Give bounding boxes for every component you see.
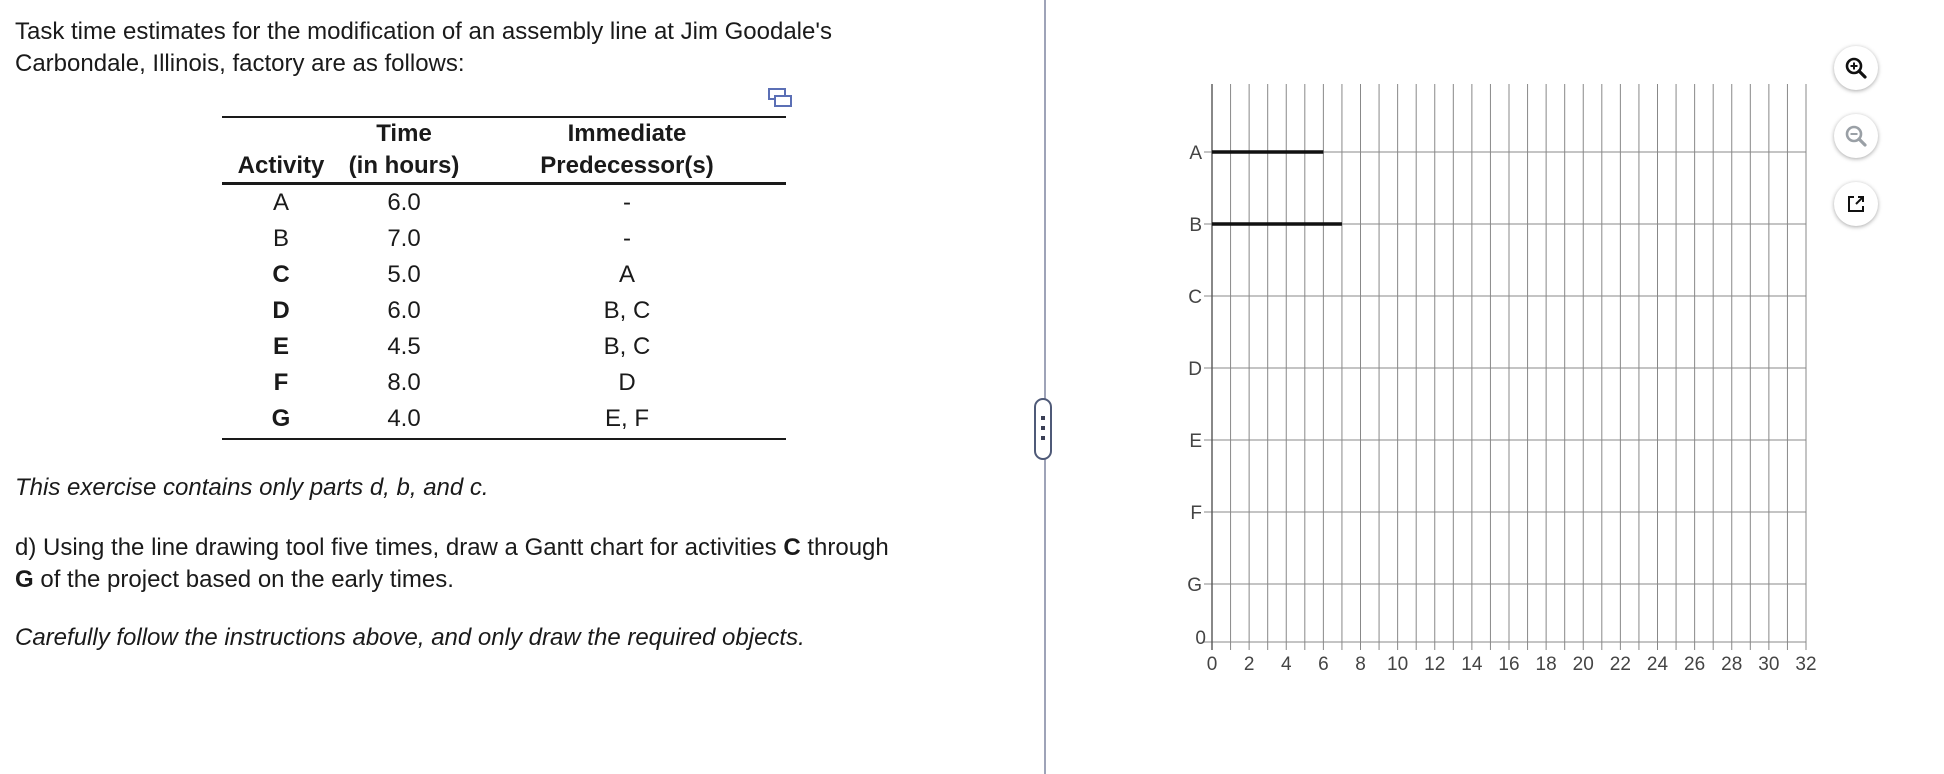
predecessor-cell: A (618, 261, 635, 288)
activity-cell: B (272, 225, 289, 252)
time-cell: 8.0 (387, 369, 421, 396)
gantt-x-tick-label: 6 (1318, 654, 1329, 675)
time-header-line1: Time (340, 117, 468, 150)
activity-cell: E (272, 333, 289, 360)
predecessor-cell: D (618, 369, 636, 396)
gantt-x-tick-label: 32 (1795, 654, 1817, 675)
activity-cell: F (273, 369, 289, 396)
gantt-x-tick-label: 16 (1498, 654, 1520, 675)
table-row (222, 184, 786, 222)
gantt-x-tick-label: 26 (1684, 654, 1706, 675)
gantt-x-tick-label: 8 (1355, 654, 1366, 675)
pred-header-line2: Predecessor(s) (540, 152, 714, 179)
gantt-category-label: E (1189, 431, 1202, 452)
gantt-x-tick-label: 18 (1535, 654, 1557, 675)
question-text (15, 532, 889, 596)
predecessor-cell: - (623, 225, 631, 252)
gantt-x-tick-label: 24 (1646, 654, 1669, 675)
task-table-container (222, 116, 786, 440)
gantt-x-tick-label: 20 (1572, 654, 1594, 675)
gantt-category-label: F (1190, 503, 1202, 524)
question-prefix: d) Using the line drawing tool five times, draw a Gantt chart for activities (15, 534, 784, 561)
activity-cell: D (272, 297, 290, 324)
activity-cell: C (272, 261, 290, 288)
gantt-category-label: D (1188, 359, 1202, 380)
popout-table-icon[interactable] (768, 88, 792, 108)
intro-text (15, 16, 832, 80)
table-row (222, 329, 786, 365)
gantt-x-tick-label: 2 (1243, 654, 1255, 675)
gantt-x-tick-label: 22 (1609, 654, 1631, 675)
parts-note: This exercise contains only parts d, b, and c. (15, 474, 489, 501)
time-cell: 4.0 (340, 401, 468, 439)
gantt-x-tick-label: 14 (1461, 654, 1483, 675)
zoom-out-button[interactable] (1834, 114, 1878, 158)
predecessor-cell: - (623, 189, 631, 216)
gantt-category-label: B (1189, 215, 1202, 236)
zoom-in-icon (1844, 56, 1868, 80)
pred-header-line1: Immediate (468, 117, 786, 150)
gantt-x-tick-label: 30 (1758, 654, 1780, 675)
time-cell: 4.5 (387, 333, 421, 360)
gantt-x-tick-label: 28 (1721, 654, 1743, 675)
time-header-line2: (in hours) (348, 152, 460, 179)
question-to-activity: G (15, 566, 34, 593)
predecessor-cell: E, F (468, 401, 786, 439)
table-row (222, 293, 786, 329)
time-cell: 6.0 (387, 189, 421, 216)
pane-divider (1044, 0, 1046, 774)
gantt-category-label: C (1188, 287, 1202, 308)
gantt-category-label: A (1189, 143, 1202, 164)
predecessor-cell: B, C (603, 333, 651, 360)
activity-cell: G (222, 401, 340, 439)
question-mid: through (800, 534, 889, 561)
activity-header (222, 117, 340, 150)
external-link-icon (1844, 192, 1868, 216)
table-row (222, 401, 786, 439)
zoom-out-icon (1844, 124, 1868, 148)
activity-header-label: Activity (237, 152, 325, 179)
intro-line-1: Task time estimates for the modification of an assembly line at Jim Goodale's (15, 18, 832, 45)
gantt-x-tick-label: 12 (1424, 654, 1446, 675)
question-from-activity: C (783, 534, 801, 561)
table-row (222, 365, 786, 401)
table-row (222, 221, 786, 257)
task-table (222, 116, 786, 440)
activity-cell: A (272, 189, 289, 216)
gantt-origin-label: 0 (1195, 628, 1206, 649)
time-cell: 7.0 (387, 225, 421, 252)
gantt-chart[interactable] (1150, 60, 1830, 700)
table-row (222, 257, 786, 293)
predecessor-cell: B, C (603, 297, 651, 324)
gantt-x-tick-label: 0 (1206, 654, 1218, 675)
external-link-button[interactable] (1834, 182, 1878, 226)
gantt-x-tick-label: 4 (1280, 654, 1292, 675)
zoom-in-button[interactable] (1834, 46, 1878, 90)
question-suffix: of the project based on the early times. (33, 566, 454, 593)
time-cell: 6.0 (387, 297, 421, 324)
time-cell: 5.0 (387, 261, 421, 288)
gantt-x-tick-label: 10 (1387, 654, 1409, 675)
gantt-category-label: G (1187, 575, 1202, 596)
caution-note: Carefully follow the instructions above, and only draw the required objects. (15, 624, 805, 651)
intro-line-2: Carbondale, Illinois, factory are as follows: (15, 50, 465, 77)
drag-handle-icon[interactable] (1034, 398, 1052, 460)
